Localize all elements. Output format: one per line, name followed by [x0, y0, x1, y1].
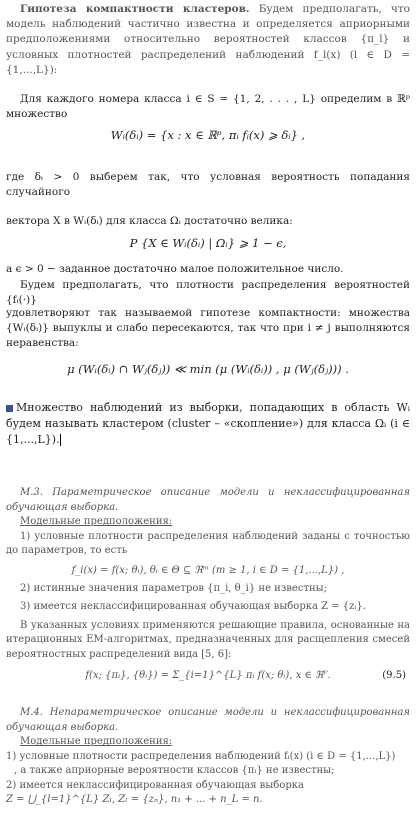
- paragraph-4: а ϵ > 0 − заданное достаточно малое положительное число.: [6, 263, 344, 275]
- paragraph-1: Для каждого номера класса i ∈ S = {1, 2, . . . , L} определим в ℝᵖ множество: [6, 93, 410, 121]
- intro-text: Будем предполагать, что модель наблюдений частично известна и определяется априорными предположениями относительно вероятностей классов {π_l} и условных плотностей распределений наблюдений f_l(x) (l ∈ D = {1,...,L}):: [6, 3, 410, 76]
- m3-section: [0, 486, 416, 681]
- m4-equation: Z = ⋃_{l=1}^{L} Zₗ, Zₗ = {zₙ}, n₁ + ... + n_L = n.: [6, 794, 263, 805]
- m4-item-1-cont: , а также априорные вероятности классов {πᵢ} не известны;: [14, 765, 335, 776]
- paragraph-2: где δᵢ > 0 выберем так, что условная вероятность попадания случайного: [6, 171, 410, 199]
- equation-2: P {X ∈ Wᵢ(δᵢ) | Ωᵢ} ⩾ 1 − ϵ,: [129, 236, 287, 250]
- cluster-definition[interactable]: [0, 400, 416, 448]
- m3-mixture-row: [0, 670, 416, 681]
- m3-item-1: 1) условные плотности распределения наблюдений заданы с точностью до параметров, то есть: [6, 530, 410, 556]
- m4-section: [0, 706, 416, 808]
- equation-number: (9.5): [382, 670, 406, 681]
- intro-heading: Гипотеза компактности кластеров.: [20, 3, 250, 15]
- m4-item-1: 1) условные плотности распределения наблюдений fᵢ(x) (i ∈ D = {1,...,L}): [6, 750, 396, 762]
- m3-equation: f_i(x) = f(x; θᵢ), θᵢ ∈ Θ ⊆ ℜᵐ (m ≥ 1, i ∈ D = {1,...,L}) ,: [71, 564, 345, 576]
- m3-item-2: 2) истинные значения параметров {π_i, θ_i} не известны;: [20, 582, 327, 594]
- paragraph-6: удовлетворяют так называемой гипотезе компактности: множества {Wᵢ(δᵢ)} выпуклы и слабо пересекаются, так что при i ≠ j выполняются неравенства:: [6, 307, 410, 350]
- paragraph-3: вектора X в Wᵢ(δᵢ) для класса Ωᵢ достаточно велика:: [6, 215, 293, 227]
- bullet-marker-icon: [6, 405, 13, 412]
- equation-3: μ (Wᵢ(δᵢ) ∩ Wⱼ(δⱼ)) ≪ min (μ (Wᵢ(δᵢ)) , μ (Wⱼ(δⱼ))) .: [67, 362, 349, 376]
- m3-paragraph: В указанных условиях применяются решающие правила, основанные на итерационных EM-алгоритмах, предназначенных для расщепления смесей вероятностных распределений вида [5, 6]:: [6, 619, 410, 660]
- text-cursor: [60, 434, 61, 446]
- m4-item-2: 2) имеется неклассифицированная обучающая выборка: [6, 779, 304, 791]
- m3-mixture-equation: f(x; {πᵢ}, {θᵢ}) = Σ_{i=1}^{L} πᵢ f(x; θᵢ), x ∈ ℜᴾ.: [85, 670, 331, 681]
- m4-title: М.4. Непараметрическое описание модели и неклассифицированная обучающая выборка.: [6, 707, 410, 733]
- cluster-text: Множество наблюдений из выборки, попадающих в область Wᵢ будем называть кластером (cluster – «скопление») для класса Ωᵢ (i ∈ {1,...,L}).: [6, 401, 410, 446]
- equation-1: Wᵢ(δᵢ) = {x : x ∈ ℝᵖ, πᵢ fᵢ(x) ⩾ δᵢ} ,: [110, 128, 306, 142]
- paragraph-5: Будем предполагать, что плотности распределения вероятностей {fᵢ(·)}: [6, 279, 410, 307]
- intro-paragraph: [0, 2, 416, 78]
- m4-subheading: Модельные предположения:: [20, 736, 173, 747]
- m3-item-3: 3) имеется неклассифицированная обучающая выборка Z = {zᵢ}.: [20, 601, 366, 612]
- m3-title: М.3. Параметрическое описание модели и неклассифицированная обучающая выборка.: [6, 487, 410, 513]
- m3-subheading: Модельные предположения:: [20, 516, 173, 527]
